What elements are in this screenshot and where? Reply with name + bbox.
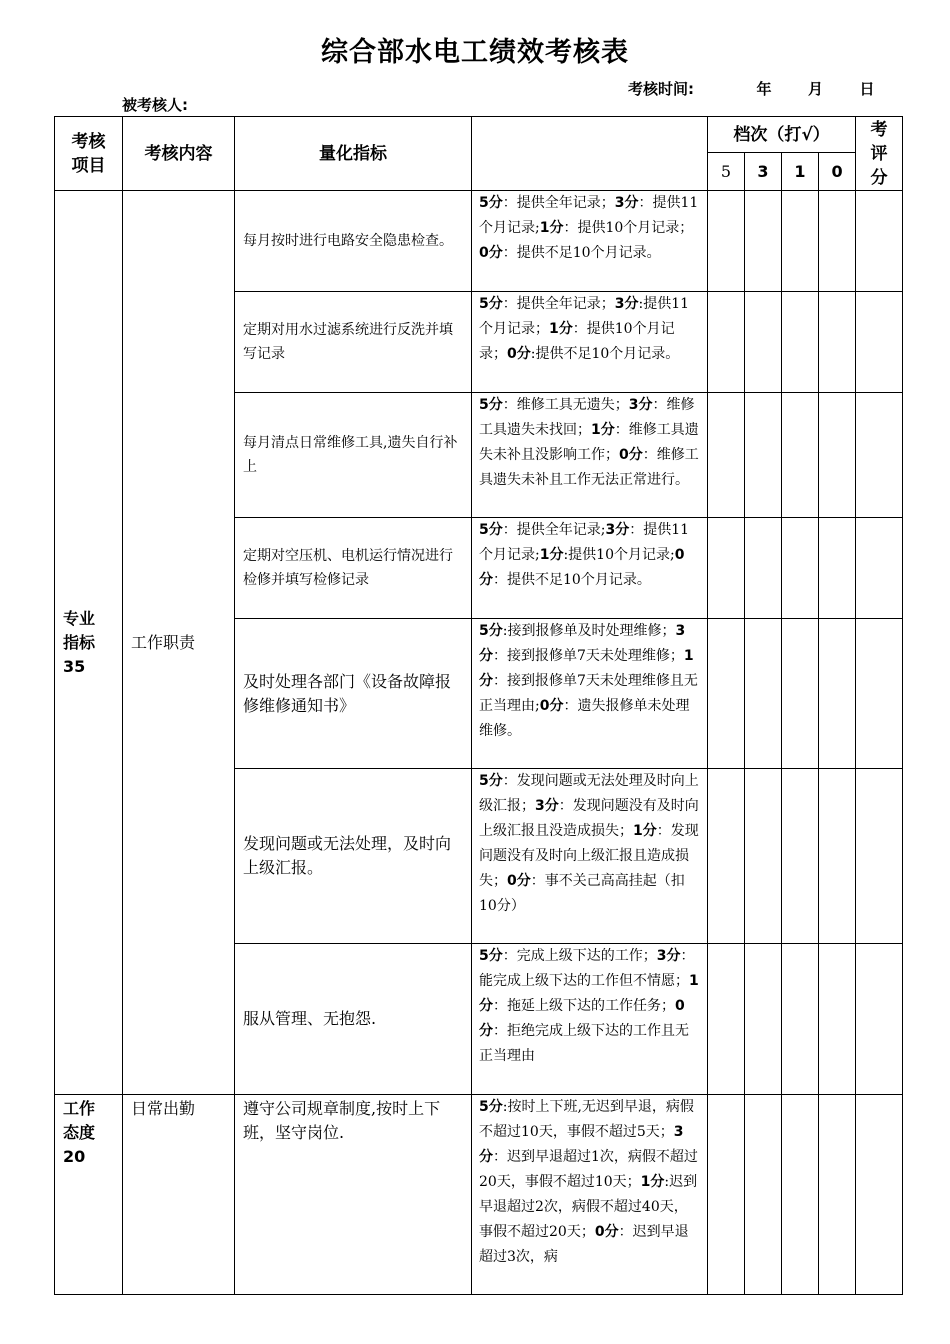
tick-cell-3[interactable] <box>745 393 782 518</box>
date-label: 考核时间: <box>628 80 694 98</box>
tick-cell-0[interactable] <box>819 619 856 769</box>
item-cell: 及时处理各部门《设备故障报修维修通知书》 <box>235 619 472 769</box>
item-cell: 定期对空压机、电机运行情况进行检修并填写检修记录 <box>235 518 472 619</box>
criteria-cell: 5分：完成上级下达的工作；3分：能完成上级下达的工作但不情愿；1分：拖延上级下达的工作任务；0分：拒绝完成上级下达的工作且无正当理由 <box>472 944 708 1095</box>
tick-cell-1[interactable] <box>782 393 819 518</box>
level-3: 3 <box>745 153 782 191</box>
criteria-cell: 5分：提供全年记录;3分：提供11个月记录;1分:提供10个月记录;0分：提供不足10个月记录。 <box>472 518 708 619</box>
tick-cell-1[interactable] <box>782 619 819 769</box>
tick-cell-5[interactable] <box>708 944 745 1095</box>
content-cell: 工作职责 <box>123 191 235 1095</box>
score-cell[interactable] <box>856 769 903 944</box>
category-cell <box>55 191 123 1095</box>
item-cell: 每月按时进行电路安全隐患检查。 <box>235 191 472 292</box>
content-cell: 日常出勤 <box>123 1095 235 1295</box>
tick-cell-5[interactable] <box>708 191 745 292</box>
tick-cell-0[interactable] <box>819 292 856 393</box>
item-cell: 每月清点日常维修工具,遗失自行补上 <box>235 393 472 518</box>
item-cell: 发现问题或无法处理，及时向上级汇报。 <box>235 769 472 944</box>
tick-cell-1[interactable] <box>782 292 819 393</box>
tick-cell-5[interactable] <box>708 619 745 769</box>
tick-cell-1[interactable] <box>782 1095 819 1295</box>
criteria-cell: 5分：提供全年记录；3分:提供11个月记录；1分：提供10个月记录；0分:提供不足10个月记录。 <box>472 292 708 393</box>
assessment-table <box>54 116 903 1295</box>
tick-cell-3[interactable] <box>745 769 782 944</box>
criteria-cell: 5分:接到报修单及时处理维修；3分：接到报修单7天未处理维修；1分：接到报修单7天未处理维修且无正当理由;0分：遗失报修单未处理维修。 <box>472 619 708 769</box>
header-project <box>55 117 123 191</box>
tick-cell-5[interactable] <box>708 769 745 944</box>
tick-cell-5[interactable] <box>708 518 745 619</box>
item-cell: 遵守公司规章制度,按时上下班，坚守岗位. <box>235 1095 472 1295</box>
criteria-cell: 5分：提供全年记录；3分：提供11个月记录;1分：提供10个月记录；0分：提供不足10个月记录。 <box>472 191 708 292</box>
day-label: 日 <box>859 80 875 98</box>
tick-cell-5[interactable] <box>708 292 745 393</box>
category-cell <box>55 1095 123 1295</box>
score-cell[interactable] <box>856 393 903 518</box>
tick-cell-0[interactable] <box>819 944 856 1095</box>
tick-cell-0[interactable] <box>819 769 856 944</box>
criteria-cell: 5分：维修工具无遗失；3分：维修工具遗失未找回；1分：维修工具遗失未补且没影响工作；0分：维修工具遗失未补且工作无法正常进行。 <box>472 393 708 518</box>
tick-cell-3[interactable] <box>745 1095 782 1295</box>
year-label: 年 <box>756 80 772 98</box>
criteria-cell: 5分：发现问题或无法处理及时向上级汇报；3分：发现问题没有及时向上级汇报且没造成损失；1分：发现问题没有及时向上级汇报且造成损失；0分：事不关己高高挂起（扣10分） <box>472 769 708 944</box>
tick-cell-5[interactable] <box>708 1095 745 1295</box>
tick-cell-3[interactable] <box>745 292 782 393</box>
item-cell: 定期对用水过滤系统进行反洗并填写记录 <box>235 292 472 393</box>
tick-cell-0[interactable] <box>819 393 856 518</box>
tick-cell-1[interactable] <box>782 769 819 944</box>
item-cell: 服从管理、无抱怨. <box>235 944 472 1095</box>
score-cell[interactable] <box>856 944 903 1095</box>
header-indicator: 量化指标 <box>235 117 472 191</box>
tick-cell-1[interactable] <box>782 191 819 292</box>
level-1: 1 <box>782 153 819 191</box>
header-project-text: 考核项目 <box>71 131 106 176</box>
tick-cell-1[interactable] <box>782 944 819 1095</box>
header-blank <box>472 117 708 191</box>
level-5: 5 <box>708 153 745 191</box>
criteria-cell: 5分:按时上下班,无迟到早退，病假不超过10天，事假不超过5天；3分：迟到早退超过1次，病假不超过20天，事假不超过10天；1分:迟到早退超过2次，病假不超过40天，事假不超过20天；0分：迟到早退超过3次，病 <box>472 1095 708 1295</box>
header-score-text: 考评分 <box>870 119 888 188</box>
month-label: 月 <box>807 80 823 98</box>
table-row <box>55 191 903 292</box>
tick-cell-5[interactable] <box>708 393 745 518</box>
level-0: 0 <box>819 153 856 191</box>
tick-cell-3[interactable] <box>745 619 782 769</box>
score-cell[interactable] <box>856 1095 903 1295</box>
tick-cell-3[interactable] <box>745 191 782 292</box>
assessment-date <box>628 78 874 99</box>
score-cell[interactable] <box>856 518 903 619</box>
header-score <box>856 117 903 191</box>
tick-cell-1[interactable] <box>782 518 819 619</box>
tick-cell-0[interactable] <box>819 1095 856 1295</box>
tick-cell-3[interactable] <box>745 944 782 1095</box>
score-cell[interactable] <box>856 292 903 393</box>
header-content: 考核内容 <box>123 117 235 191</box>
score-cell[interactable] <box>856 619 903 769</box>
category-text: 工作态度20 <box>63 1099 96 1166</box>
header-levels: 档次（打√） <box>708 117 856 153</box>
category-text: 专业指标35 <box>63 608 96 676</box>
tick-cell-3[interactable] <box>745 518 782 619</box>
assessee-label: 被考核人: <box>122 96 188 114</box>
score-cell[interactable] <box>856 191 903 292</box>
tick-cell-0[interactable] <box>819 191 856 292</box>
tick-cell-0[interactable] <box>819 518 856 619</box>
table-row <box>55 1095 903 1295</box>
page-title: 综合部水电工绩效考核表 <box>321 37 629 68</box>
